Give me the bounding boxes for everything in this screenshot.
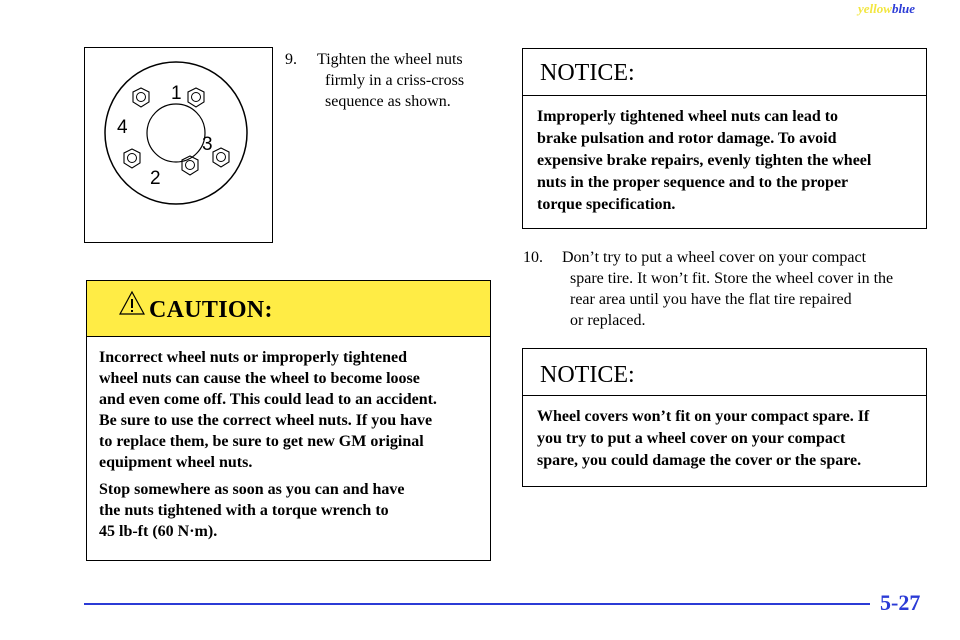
wheel-nut-illustration xyxy=(85,48,272,242)
caution-title: CAUTION: xyxy=(149,297,273,323)
lug-nut-2 xyxy=(124,149,140,168)
notice-1-line: torque specification. xyxy=(537,196,676,213)
notice-2-header xyxy=(523,349,926,396)
wheel-hub-center xyxy=(147,104,205,162)
page-number: 5-27 xyxy=(880,590,921,615)
caution-line: to replace them, be sure to get new GM original xyxy=(99,433,424,450)
warning-triangle-icon xyxy=(119,290,145,316)
step-10-line: or replaced. xyxy=(570,312,646,329)
tag-yellow-text: yellow xyxy=(858,1,892,16)
caution-line: and even come off. This could lead to an accident. xyxy=(99,391,437,408)
step-10-text xyxy=(523,247,923,331)
caution-line: equipment wheel nuts. xyxy=(99,454,253,471)
step-9-line: sequence as shown. xyxy=(325,93,451,110)
notice-1-line: brake pulsation and rotor damage. To avoid xyxy=(537,130,837,147)
caution-line: Incorrect wheel nuts or improperly tightened xyxy=(99,349,407,366)
lug-nut-5 xyxy=(133,88,149,107)
caution-body xyxy=(87,337,490,542)
footer-rule xyxy=(84,603,870,605)
nut-label-2: 2 xyxy=(150,168,161,189)
caution-paragraph-1 xyxy=(99,347,478,473)
step-10-line: rear area until you have the flat tire repaired xyxy=(570,291,852,308)
caution-line: 45 lb-ft (60 N·m). xyxy=(99,523,218,540)
wheel-nut-diagram xyxy=(84,47,273,243)
notice-box-1 xyxy=(522,48,927,229)
nut-label-1: 1 xyxy=(171,83,182,104)
step-10-line: Don’t try to put a wheel cover on your compact xyxy=(562,249,867,266)
caution-header xyxy=(87,281,490,337)
nut-label-4: 4 xyxy=(117,117,128,138)
caution-line: Stop somewhere as soon as you can and have xyxy=(99,481,405,498)
notice-1-line: nuts in the proper sequence and to the proper xyxy=(537,174,849,191)
notice-2-line: you try to put a wheel cover on your compact xyxy=(537,430,846,447)
lug-nut-1 xyxy=(188,88,204,107)
tag-blue-text: blue xyxy=(891,1,916,16)
caution-line: Be sure to use the correct wheel nuts. If you have xyxy=(99,412,433,429)
caution-paragraph-2 xyxy=(99,479,478,542)
notice-1-line: Improperly tightened wheel nuts can lead to xyxy=(537,108,839,125)
notice-1-header xyxy=(523,49,926,96)
notice-2-title: NOTICE: xyxy=(540,362,635,388)
notice-2-body xyxy=(523,396,926,472)
notice-1-body xyxy=(523,96,926,216)
notice-box-2 xyxy=(522,348,927,487)
step-9-number: 9. xyxy=(285,51,297,68)
notice-2-line: spare, you could damage the cover or the spare. xyxy=(537,452,862,469)
step-9-text xyxy=(285,49,495,112)
step-9-line: firmly in a criss-cross xyxy=(325,72,465,89)
step-9-line: Tighten the wheel nuts xyxy=(317,51,463,68)
page-color-tag xyxy=(858,1,915,17)
notice-2-line: Wheel covers won’t fit on your compact spare. If xyxy=(537,408,870,425)
step-10-number: 10. xyxy=(523,249,543,266)
lug-nut-3 xyxy=(213,148,229,167)
nut-label-3: 3 xyxy=(202,134,213,155)
caution-line: wheel nuts can cause the wheel to become loose xyxy=(99,370,420,387)
notice-1-title: NOTICE: xyxy=(540,60,635,86)
step-10-line: spare tire. It won’t fit. Store the wheel cover in the xyxy=(570,270,894,287)
step-10 xyxy=(523,247,923,331)
caution-line: the nuts tightened with a torque wrench to xyxy=(99,502,389,519)
caution-box xyxy=(86,280,491,561)
notice-1-line: expensive brake repairs, evenly tighten the wheel xyxy=(537,152,872,169)
step-9 xyxy=(285,49,495,112)
